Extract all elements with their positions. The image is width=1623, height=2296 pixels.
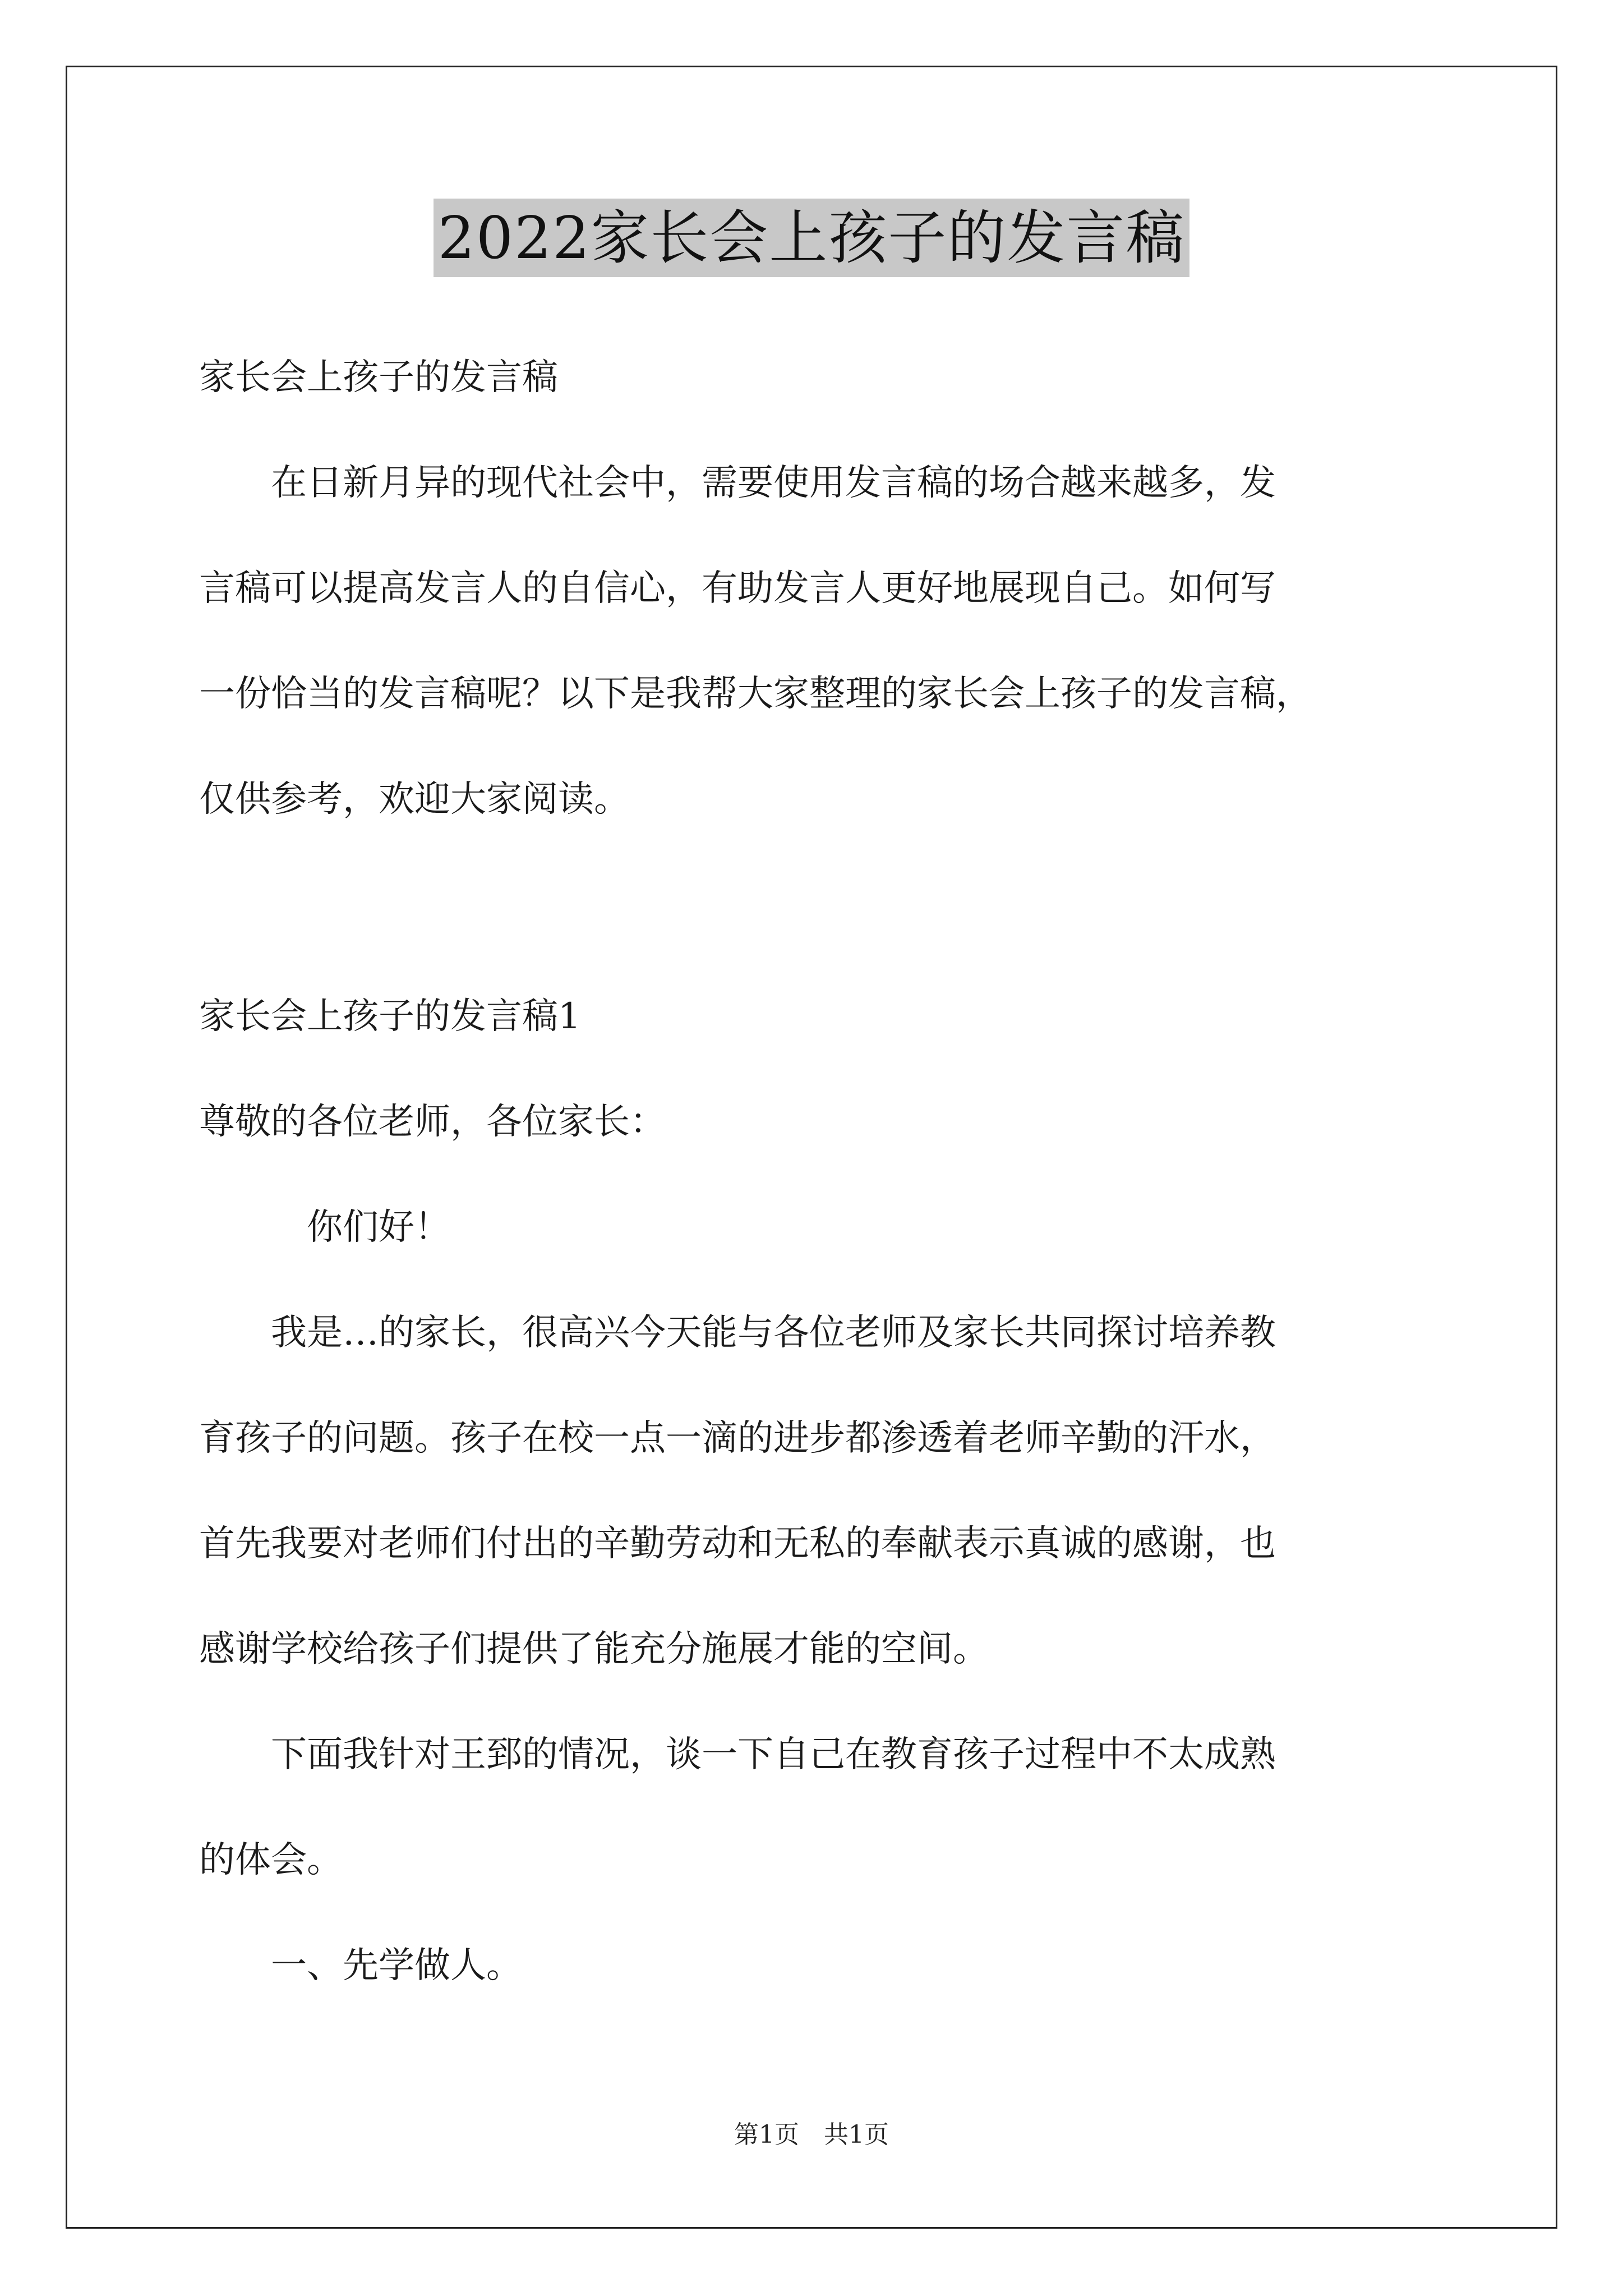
- salutation: 尊敬的各位老师，各位家长：: [199, 1101, 666, 1143]
- intro-heading: 家长会上孩子的发言稿: [199, 357, 558, 398]
- paragraph-line: 感谢学校给孩子们提供了能充分施展才能的空间。: [199, 1628, 989, 1670]
- paragraph-line: 一份恰当的发言稿呢？以下是我帮大家整理的家长会上孩子的发言稿，: [199, 673, 1312, 715]
- paragraph-line: 我是…的家长，很高兴今天能与各位老师及家长共同探讨培养教: [199, 1312, 1276, 1354]
- paragraph-line: 首先我要对老师们付出的辛勤劳动和无私的奉献表示真诚的感谢，也: [199, 1523, 1276, 1565]
- page-footer: 第1页 共1页: [734, 2120, 889, 2149]
- paragraph-line: 在日新月异的现代社会中，需要使用发言稿的场合越来越多，发: [199, 462, 1276, 504]
- greeting: 你们好！: [199, 1207, 450, 1248]
- paragraph-line: 仅供参考，欢迎大家阅读。: [199, 779, 630, 820]
- paragraph-line: 的体会。: [199, 1839, 343, 1881]
- paragraph-line: 言稿可以提高发言人的自信心，有助发言人更好地展现自己。如何写: [199, 568, 1276, 609]
- document-title: 2022家长会上孩子的发言稿: [434, 199, 1190, 277]
- paragraph-line: 育孩子的问题。孩子在校一点一滴的进步都渗透着老师辛勤的汗水，: [199, 1418, 1276, 1459]
- title-container: [0, 199, 1623, 277]
- section-heading: 家长会上孩子的发言稿1: [199, 996, 581, 1037]
- list-item-heading: 一、先学做人。: [199, 1945, 522, 1986]
- paragraph-line: 下面我针对王郅的情况，谈一下自己在教育孩子过程中不太成熟: [199, 1734, 1276, 1775]
